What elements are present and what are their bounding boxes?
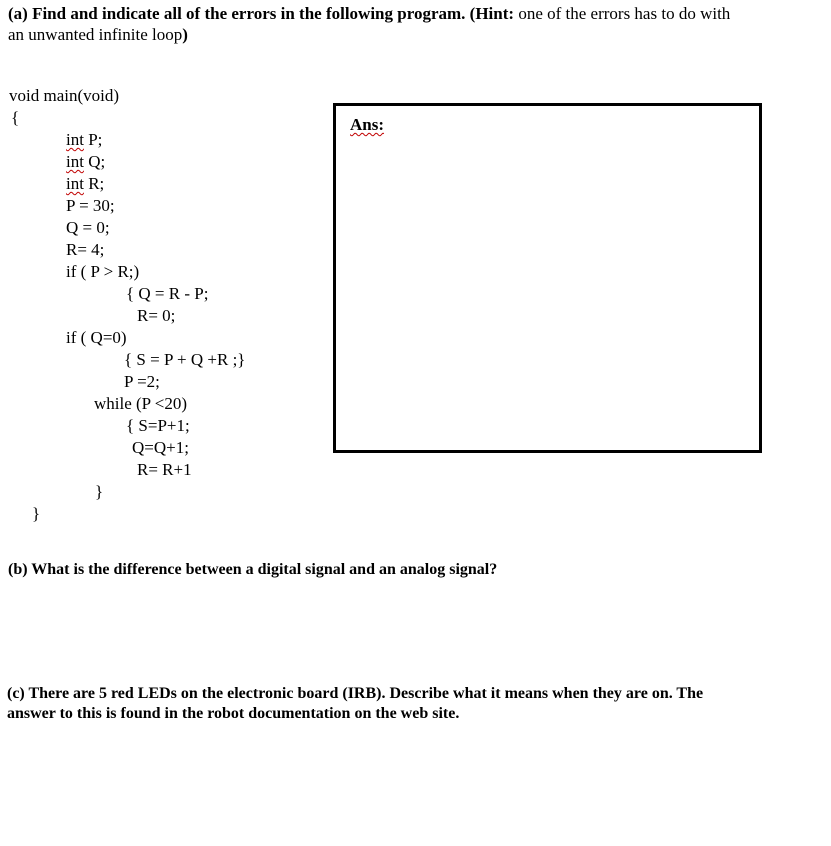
code-if2-body1: { S = P + Q +R ;} (124, 350, 246, 369)
code-main-signature: void main(void) (9, 86, 120, 105)
code-decl-r (66, 174, 104, 194)
code-while-body2: Q=Q+1; (132, 438, 189, 457)
code-decl-p-keyword: int (66, 130, 84, 149)
code-while-close: } (95, 482, 104, 501)
code-decl-p (66, 130, 102, 150)
code-if2-body2: P =2; (124, 372, 160, 391)
code-r-assign: R= 4; (66, 240, 105, 259)
question-a-line2 (8, 24, 828, 45)
hint-text: one of the errors has to do with (514, 4, 731, 23)
code-open-brace: { (11, 108, 20, 127)
code-close-brace: } (32, 504, 41, 523)
code-decl-r-keyword: int (66, 174, 84, 193)
question-a-suffix: ) (182, 25, 188, 44)
answer-label: Ans: (350, 115, 385, 134)
question-c-line2: answer to this is found in the robot documentation on the web site. (7, 705, 460, 722)
code-decl-r-name: R; (83, 174, 105, 193)
code-if1: if ( P > R;) (66, 262, 140, 281)
code-decl-p-name: P; (83, 130, 103, 149)
code-decl-q-keyword: int (66, 152, 84, 171)
code-q-assign: Q = 0; (66, 218, 110, 237)
code-if1-body1: { Q = R - P; (126, 284, 209, 303)
code-decl-q-name: Q; (83, 152, 106, 171)
question-a-line2-text: an unwanted infinite loop (8, 25, 183, 44)
question-b: (b) What is the difference between a digital signal and an analog signal? (8, 561, 498, 578)
code-p-assign: P = 30; (66, 196, 115, 215)
question-c-line1: (c) There are 5 red LEDs on the electronic board (IRB). Describe what it means when they are on. The (7, 685, 704, 702)
question-a-line1 (8, 3, 828, 24)
answer-box[interactable] (333, 103, 762, 453)
question-a (8, 3, 828, 45)
code-decl-q (66, 152, 105, 172)
code-while: while (P <20) (94, 394, 188, 413)
code-if1-body2: R= 0; (137, 306, 176, 325)
hint-label: Hint: (475, 4, 515, 23)
code-while-body1: { S=P+1; (126, 416, 190, 435)
question-a-prefix: (a) Find and indicate all of the errors in the following program. ( (8, 4, 476, 23)
code-while-body3: R= R+1 (137, 460, 192, 479)
code-if2: if ( Q=0) (66, 328, 127, 347)
